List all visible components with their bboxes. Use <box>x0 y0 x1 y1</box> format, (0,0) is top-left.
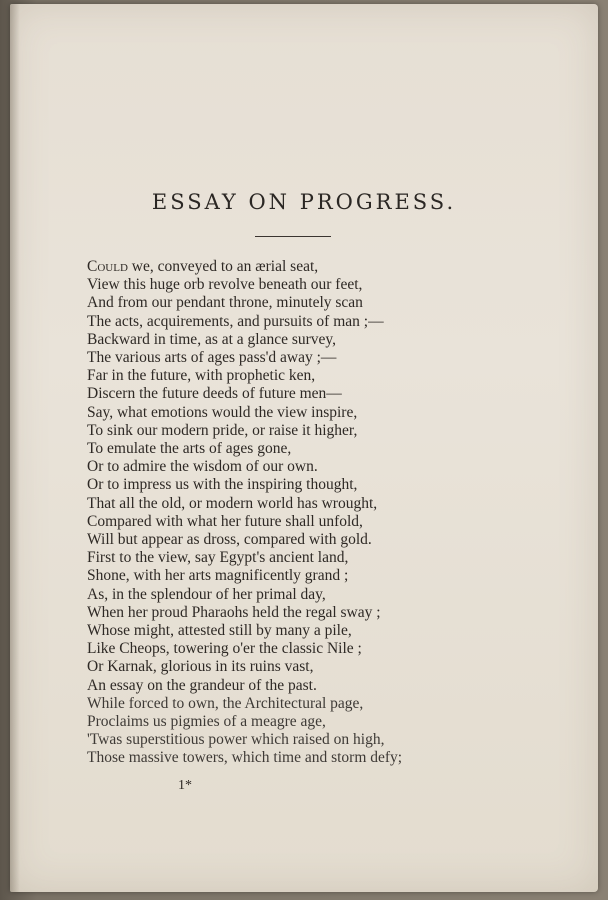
drop-word-rest: ld <box>113 258 128 275</box>
poem-line: Say, what emotions would the view inspire, <box>87 403 358 421</box>
poem-line: While forced to own, the Architectural page, <box>87 694 364 712</box>
poem-line: Or Karnak, glorious in its ruins vast, <box>87 658 314 676</box>
poem-line: An essay on the grandeur of the past. <box>87 676 317 694</box>
poem-line: Backward in time, as at a glance survey, <box>87 330 337 348</box>
poem-line: To emulate the arts of ages gone, <box>87 440 292 458</box>
poem-line: Like Cheops, towering o'er the classic Nile ; <box>87 640 362 658</box>
drop-word-initial: Cou <box>87 258 114 275</box>
poem-line: And from our pendant throne, minutely scan <box>87 294 363 312</box>
poem-line: Whose might, attested still by many a pile, <box>87 622 352 640</box>
poem-line: That all the old, or modern world has wrought, <box>87 494 378 512</box>
poem-line: Will but appear as dross, compared with gold. <box>87 531 372 549</box>
poem-line <box>87 258 402 276</box>
poem-line: To sink our modern pride, or raise it higher, <box>87 421 358 439</box>
poem-line: 'Twas superstitious power which raised on high, <box>87 731 385 749</box>
poem-line: Or to admire the wisdom of our own. <box>87 458 318 476</box>
signature-mark: 1* <box>178 778 192 793</box>
poem-line: The various arts of ages pass'd away ;— <box>87 349 337 367</box>
title-rule <box>255 236 331 237</box>
page-title: ESSAY ON PROGRESS. <box>151 190 457 214</box>
book-page <box>10 4 598 892</box>
poem-line: First to the view, say Egypt's ancient land, <box>87 549 349 567</box>
poem-line: The acts, acquirements, and pursuits of man ;— <box>87 312 384 330</box>
poem-line: When her proud Pharaohs held the regal sway ; <box>87 603 381 621</box>
poem-line: Or to impress us with the inspiring thought, <box>87 476 358 494</box>
poem-line: Far in the future, with prophetic ken, <box>87 367 316 385</box>
poem-line: As, in the splendour of her primal day, <box>87 585 326 603</box>
poem-line: Proclaims us pigmies of a meagre age, <box>87 713 326 731</box>
first-line-rest: we, conveyed to an ærial seat, <box>127 258 319 275</box>
poem-line: Discern the future deeds of future men— <box>87 385 342 403</box>
poem-line: Shone, with her arts magnificently grand ; <box>87 567 349 585</box>
poem-verse <box>87 258 402 768</box>
poem-line: View this huge orb revolve beneath our feet, <box>87 276 363 294</box>
poem-line: Compared with what her future shall unfold, <box>87 512 363 530</box>
poem-line: Those massive towers, which time and storm defy; <box>87 749 403 767</box>
page-gutter-shadow <box>10 4 20 892</box>
